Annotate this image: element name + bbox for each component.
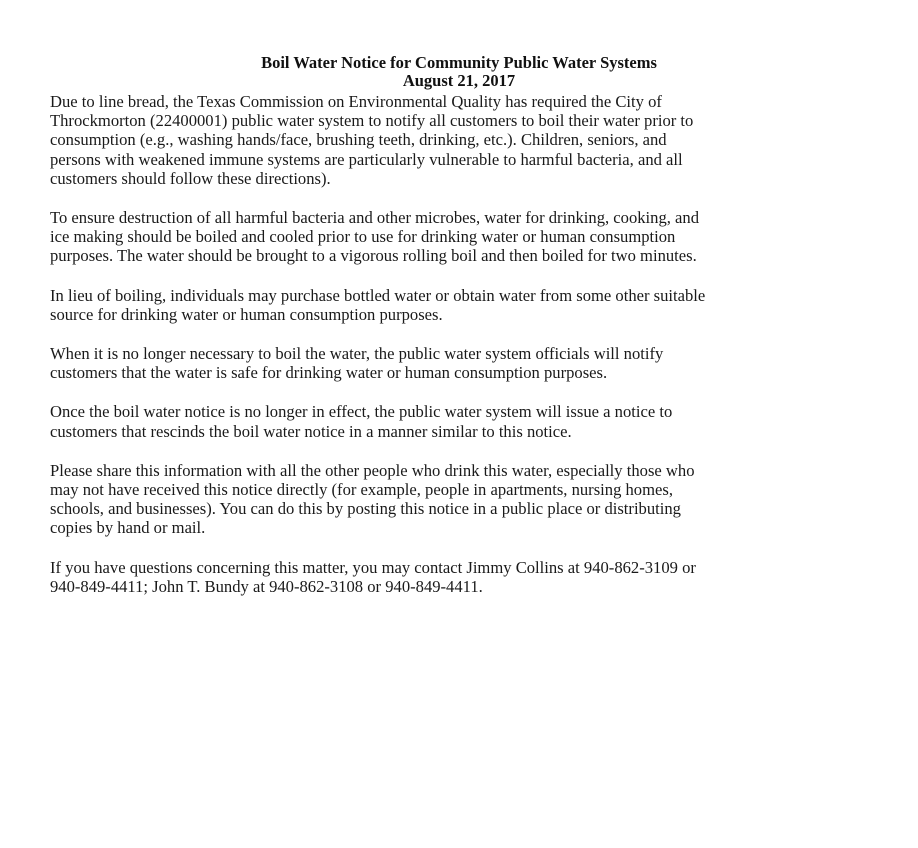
text-line: customers should follow these directions). bbox=[50, 168, 331, 188]
paragraph-bottled-water bbox=[50, 286, 870, 324]
paragraph-share-information bbox=[50, 461, 870, 538]
paragraph-boiling-instructions bbox=[50, 208, 870, 266]
notice-title: Boil Water Notice for Community Public Water Systems bbox=[261, 53, 657, 72]
notice-header bbox=[0, 54, 918, 90]
text-line: ice making should be boiled and cooled prior to use for drinking water or human consumption bbox=[50, 227, 676, 247]
text-line: 940-849-4411; John T. Bundy at 940-862-3108 or 940-849-4411. bbox=[50, 576, 483, 596]
text-line: If you have questions concerning this matter, you may contact Jimmy Collins at 940-862-3109 or bbox=[50, 557, 696, 577]
text-line: copies by hand or mail. bbox=[50, 518, 206, 538]
text-line: persons with weakened immune systems are particularly vulnerable to harmful bacteria, and all bbox=[50, 149, 683, 169]
paragraph-notification bbox=[50, 344, 870, 382]
paragraph-contact-info bbox=[50, 558, 870, 596]
notice-date: August 21, 2017 bbox=[402, 71, 516, 90]
text-line: consumption (e.g., washing hands/face, brushing teeth, drinking, etc.). Children, seniors, and bbox=[50, 130, 667, 150]
text-line: purposes. The water should be brought to a vigorous rolling boil and then boiled for two minutes. bbox=[50, 246, 697, 266]
text-line: Due to line bread, the Texas Commission on Environmental Quality has required the City of bbox=[50, 92, 662, 111]
text-line: In lieu of boiling, individuals may purchase bottled water or obtain water from some other suitable bbox=[50, 285, 706, 305]
text-line: To ensure destruction of all harmful bacteria and other microbes, water for drinking, cooking, and bbox=[50, 208, 700, 228]
text-line: Once the boil water notice is no longer in effect, the public water system will issue a notice to bbox=[50, 402, 673, 422]
paragraph-boil-requirement bbox=[50, 92, 870, 188]
paragraph-rescind-notice bbox=[50, 402, 870, 440]
text-line: schools, and businesses). You can do this by posting this notice in a public place or distributing bbox=[50, 499, 681, 519]
text-line: may not have received this notice directly (for example, people in apartments, nursing homes, bbox=[50, 480, 673, 500]
text-line: source for drinking water or human consumption purposes. bbox=[50, 304, 443, 324]
text-line: customers that the water is safe for drinking water or human consumption purposes. bbox=[50, 363, 608, 383]
text-line: customers that rescinds the boil water notice in a manner similar to this notice. bbox=[50, 421, 572, 441]
text-line: Throckmorton (22400001) public water system to notify all customers to boil their water prior to bbox=[50, 111, 694, 131]
text-line: Please share this information with all the other people who drink this water, especially those who bbox=[50, 460, 695, 480]
notice-body bbox=[50, 92, 870, 616]
text-line: When it is no longer necessary to boil the water, the public water system officials will notify bbox=[50, 344, 664, 364]
